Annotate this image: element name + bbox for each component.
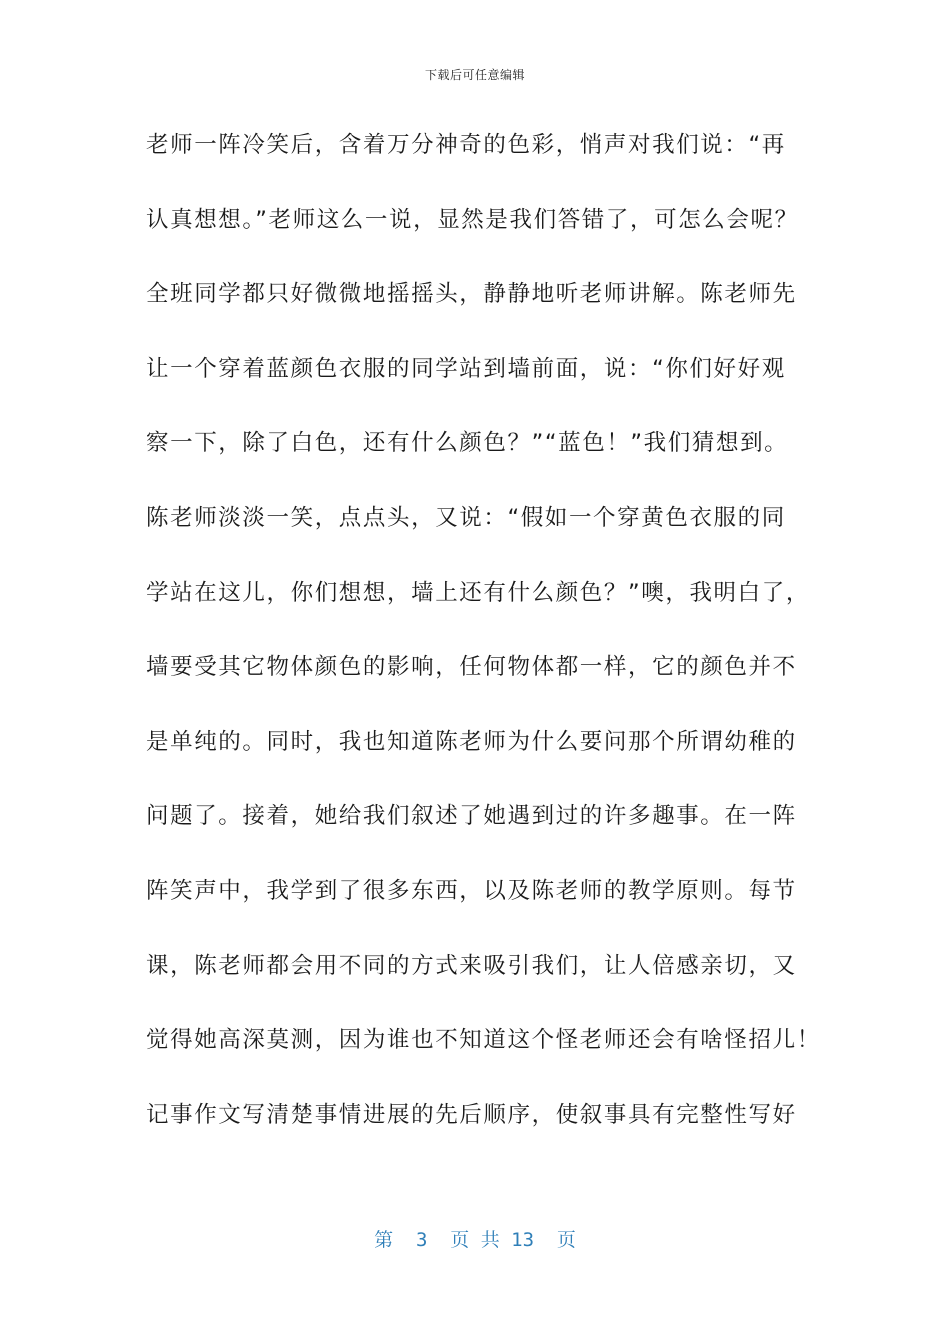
text-line: 阵笑声中，我学到了很多东西，以及陈老师的教学原则。每节 [146, 877, 797, 904]
text-line: 认真想想。”老师这么一说，显然是我们答错了，可怎么会呢？ [146, 206, 799, 233]
text-line: 问题了。接着，她给我们叙述了她遇到过的许多趣事。在一阵 [146, 803, 797, 830]
page-number: 第 3 页 共 13 页 [374, 1229, 576, 1251]
text-line: 让一个穿着蓝颜色衣服的同学站到墙前面，说：“你们好好观 [146, 355, 786, 382]
page-header: 下载后可任意编辑 [424, 68, 525, 82]
text-line: 课，陈老师都会用不同的方式来吸引我们，让人倍感亲切，又 [146, 952, 797, 979]
text-line: 老师一阵冷笑后，含着万分神奇的色彩，悄声对我们说：“再 [146, 132, 786, 158]
text-line: 是单纯的。同时，我也知道陈老师为什么要问那个所谓幼稚的 [146, 728, 797, 755]
text-line: 墙要受其它物体颜色的影响，任何物体都一样，它的颜色并不 [146, 654, 797, 681]
text-line: 察一下，除了白色，还有什么颜色？”“蓝色！”我们猜想到。 [146, 430, 789, 457]
text-line: 全班同学都只好微微地摇摇头，静静地听老师讲解。陈老师先 [146, 281, 797, 308]
text-line: 学站在这儿，你们想想，墙上还有什么颜色？”噢，我明白了， [146, 579, 810, 606]
text-line: 觉得她高深莫测，因为谁也不知道这个怪老师还会有啥怪招儿！ [146, 1027, 821, 1054]
text-line: 记事作文写清楚事情进展的先后顺序，使叙事具有完整性写好 [146, 1101, 797, 1128]
body-text [146, 128, 821, 1172]
text-line: 陈老师淡淡一笑，点点头，又说：“假如一个穿黄色衣服的同 [146, 504, 786, 531]
